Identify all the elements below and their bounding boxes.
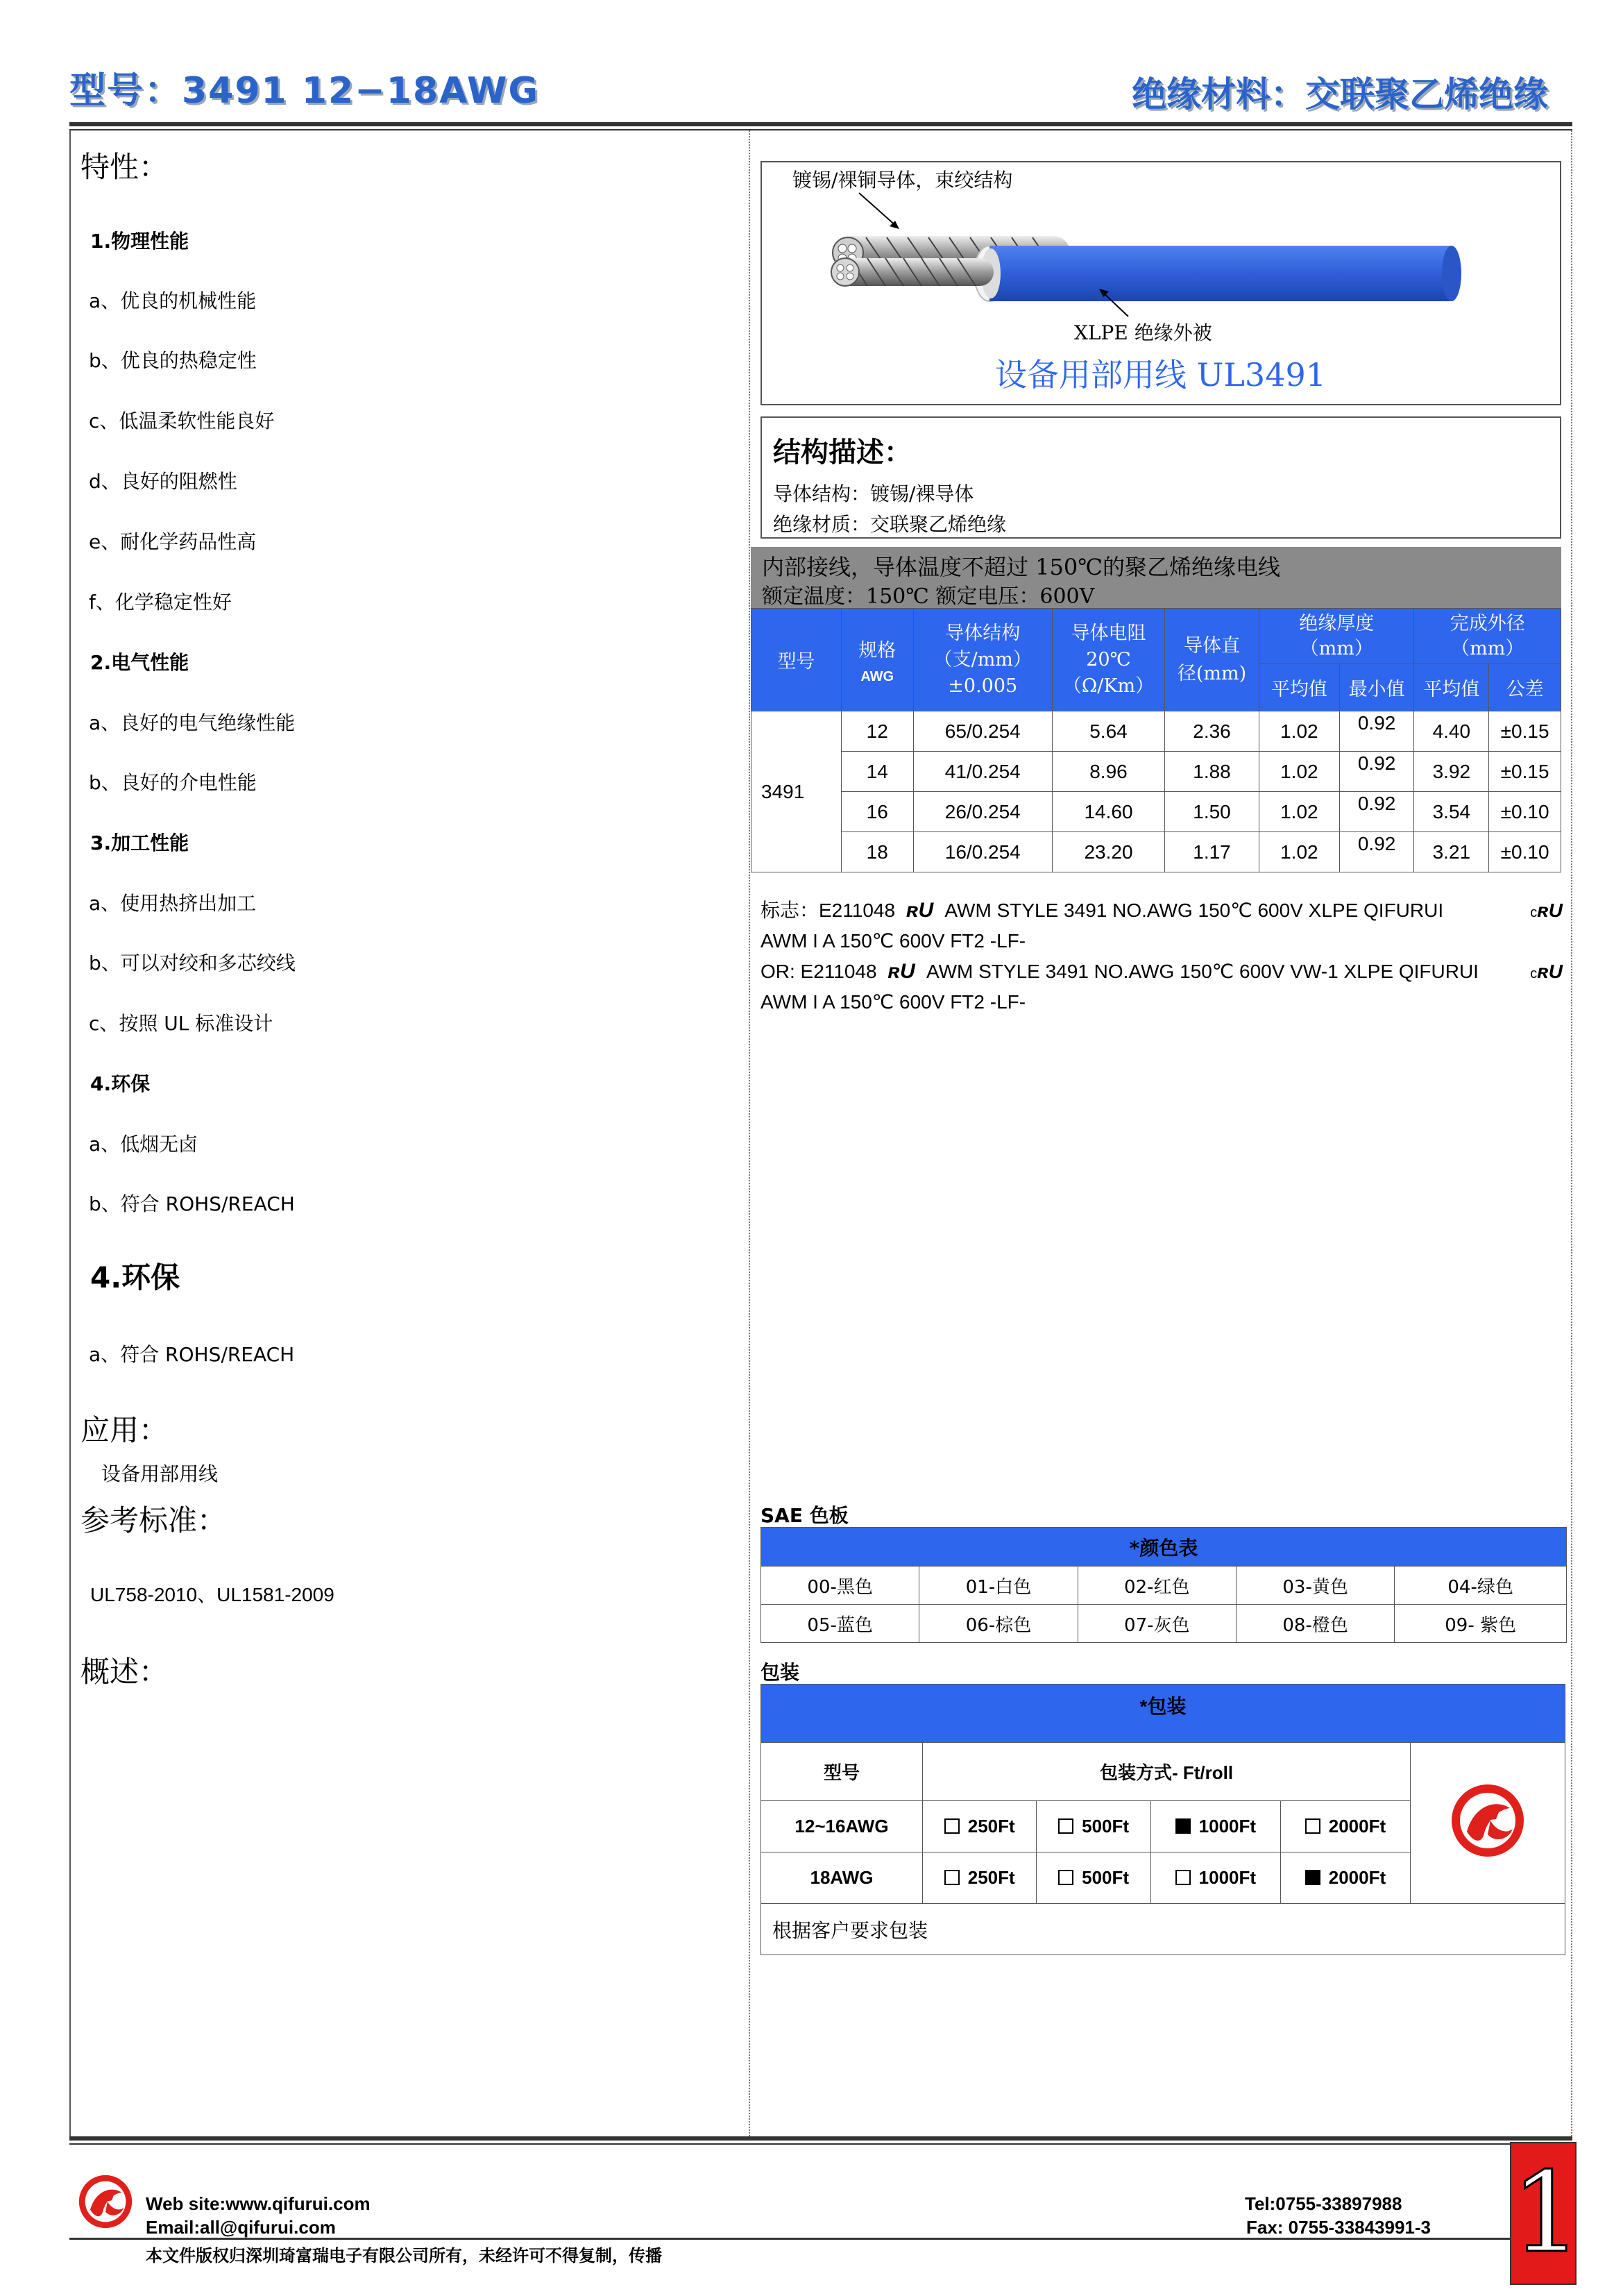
table-row <box>761 1605 1567 1643</box>
od-tol-header: 公差 <box>1489 664 1561 711</box>
color-cell: 06-棕色 <box>919 1605 1078 1643</box>
pack-model-cell: 12~16AWG <box>761 1801 923 1852</box>
conductor-header: 导体结构 <box>945 622 1021 644</box>
pack-option-label: 1000Ft <box>1198 1816 1257 1837</box>
ins-avg-header: 平均值 <box>1259 664 1339 711</box>
ins-avg-cell: 1.02 <box>1259 752 1339 792</box>
xlpe-jacket <box>989 246 1452 301</box>
feature-item: c、低温柔软性能良好 <box>89 410 275 432</box>
ins-min-cell: 0.92 <box>1339 792 1414 832</box>
ratings-line-1: 内部接线，导体温度不超过 150℃的聚乙烯绝缘电线 <box>762 554 1281 580</box>
awg-cell: 16 <box>841 792 913 832</box>
diagram-caption: 设备用部用线 UL3491 <box>995 356 1327 394</box>
footer-rule-thin <box>69 2143 1572 2145</box>
pack-option-label: 250Ft <box>967 1867 1015 1888</box>
col-resistance <box>1052 609 1164 711</box>
footer-website[interactable]: Web site:www.qifurui.com <box>146 2193 371 2214</box>
pack-option[interactable] <box>1280 1801 1410 1852</box>
pack-option[interactable] <box>923 1852 1037 1904</box>
frame-right <box>1571 130 1572 2136</box>
column-divider <box>749 130 750 2136</box>
page-number-box <box>1510 2142 1582 2285</box>
section-heading: 3.加工性能 <box>90 832 189 854</box>
color-cell: 08-橙色 <box>1236 1605 1394 1643</box>
resistance-temp: 20℃ <box>1086 648 1131 670</box>
page-number: 1 <box>1511 2147 1582 2277</box>
col-conductor <box>913 609 1052 711</box>
feature-item: a、使用热挤出加工 <box>89 892 257 915</box>
table-row <box>751 792 1561 832</box>
model-cell: 3491 <box>751 711 842 872</box>
color-cell: 04-绿色 <box>1395 1567 1567 1605</box>
od-header: 完成外径 <box>1450 612 1525 634</box>
company-logo-icon <box>1446 1779 1529 1862</box>
marking-text: AWM STYLE 3491 NO.AWG 150℃ 600V XLPE QIFURUI <box>944 900 1444 921</box>
feature-item: b、可以对绞和多芯绞线 <box>89 952 296 974</box>
gauge-label: 规格 <box>858 639 897 661</box>
footer-tel: Tel:0755-33897988 <box>1245 2193 1402 2214</box>
gauge-unit: AWG <box>860 668 894 684</box>
checkbox-icon <box>1058 1870 1073 1885</box>
header-rule-thin <box>69 129 1572 130</box>
ins-avg-cell: 1.02 <box>1259 832 1339 872</box>
color-cell: 02-红色 <box>1078 1567 1236 1605</box>
feature-item: b、良好的介电性能 <box>89 771 257 794</box>
od-cell: 4.40 <box>1414 711 1489 752</box>
color-cell: 00-黑色 <box>761 1567 919 1605</box>
resistance-header: 导体电阻 <box>1071 622 1146 644</box>
resistance-cell: 14.60 <box>1052 792 1164 832</box>
diameter-header: 导体直 <box>1184 634 1240 657</box>
checkbox-icon <box>1058 1818 1073 1834</box>
color-cell: 01-白色 <box>919 1567 1078 1605</box>
color-table-header: *颜色表 <box>761 1528 1567 1567</box>
col-model: 型号 <box>751 609 842 711</box>
feature-item: a、优良的机械性能 <box>89 289 257 312</box>
overview-title: 概述： <box>80 1655 169 1689</box>
cul-mark-icon: cʀU <box>1530 900 1563 921</box>
marking-text: AWM STYLE 3491 NO.AWG 150℃ 600V VW-1 XLPE QIFURUI <box>926 961 1479 982</box>
color-cell: 05-蓝色 <box>761 1605 919 1643</box>
pack-option[interactable] <box>1037 1852 1150 1904</box>
insulation-material-title: 绝缘材料：交联聚乙烯绝缘 <box>1132 74 1548 115</box>
marking-line: AWM I A 150℃ 600V FT2 -LF- <box>760 930 1026 952</box>
marking-line <box>760 956 1565 987</box>
section-heading: 4.环保 <box>90 1072 151 1095</box>
diameter-cell: 1.50 <box>1165 792 1259 832</box>
pack-option[interactable] <box>1037 1801 1150 1852</box>
diameter-cell: 2.36 <box>1165 711 1259 752</box>
packaging-table <box>760 1684 1565 1955</box>
color-cell: 07-灰色 <box>1078 1605 1236 1643</box>
spec-table <box>751 608 1561 872</box>
pack-model-header: 型号 <box>761 1743 923 1801</box>
table-row <box>761 1567 1567 1605</box>
table-row <box>751 711 1561 752</box>
cul-prefix: c <box>1530 905 1538 920</box>
feature-item: b、符合 ROHS/REACH <box>89 1192 295 1215</box>
strand-cell: 16/0.254 <box>913 832 1052 872</box>
feature-item: a、符合 ROHS/REACH <box>89 1343 295 1366</box>
ins-min-cell: 0.92 <box>1339 752 1414 792</box>
insulation-header: 绝缘厚度 <box>1299 612 1375 634</box>
checkbox-icon <box>1305 1818 1320 1834</box>
feature-item: c、按照 UL 标准设计 <box>89 1012 273 1035</box>
packaging-note: 根据客户要求包装 <box>761 1904 1565 1955</box>
sae-title: SAE 色板 <box>760 1504 849 1527</box>
pack-model-cell: 18AWG <box>761 1852 923 1904</box>
resistance-cell: 5.64 <box>1052 711 1164 752</box>
feature-item: a、低烟无卤 <box>89 1133 198 1156</box>
copyright-notice: 本文件版权归深圳琦富瑞电子有限公司所有，未经许可不得复制，传播 <box>146 2246 662 2265</box>
ins-min-header: 最小值 <box>1339 664 1414 711</box>
ins-avg-cell: 1.02 <box>1259 711 1339 752</box>
footer-fax: Fax: 0755-33843991-3 <box>1246 2217 1431 2238</box>
ins-min-cell: 0.92 <box>1339 832 1414 872</box>
structure-title: 结构描述： <box>773 437 912 469</box>
ul-mark-icon: ʀU <box>887 960 915 983</box>
pack-option[interactable] <box>1280 1852 1410 1904</box>
ins-avg-cell: 1.02 <box>1259 792 1339 832</box>
conductor-structure: 导体结构：镀锡/裸导体 <box>773 482 974 505</box>
pack-option[interactable] <box>1150 1852 1280 1904</box>
footer-logo-icon <box>75 2171 136 2232</box>
pack-option[interactable] <box>1150 1801 1280 1852</box>
checkbox-checked-icon <box>1175 1818 1191 1834</box>
feature-item: b、优良的热稳定性 <box>89 349 257 372</box>
marking-line <box>760 895 1565 926</box>
header-rule <box>69 122 1572 126</box>
insulation-unit: （mm） <box>1300 637 1373 659</box>
strand-cell: 65/0.254 <box>913 711 1052 752</box>
packaging-title: 包装 <box>760 1661 800 1684</box>
pack-option-label: 2000Ft <box>1328 1816 1386 1837</box>
ul-mark-icon: ʀU <box>906 899 934 922</box>
packaging-header: *包装 <box>761 1685 1565 1743</box>
diameter-cell: 1.17 <box>1165 832 1259 872</box>
insulation-material: 绝缘材质：交联聚乙烯绝缘 <box>773 513 1007 536</box>
od-avg-header: 平均值 <box>1414 664 1489 711</box>
conductor-tolerance: ±0.005 <box>948 675 1018 697</box>
color-cell: 09- 紫色 <box>1395 1605 1567 1643</box>
pack-option-label: 2000Ft <box>1328 1867 1386 1888</box>
col-outer-diameter <box>1414 609 1561 664</box>
application-text: 设备用部用线 <box>101 1462 219 1485</box>
environment-heading: 4.环保 <box>90 1260 180 1294</box>
od-cell: 3.21 <box>1414 832 1489 872</box>
cul-mark-icon: cʀU <box>1530 961 1563 982</box>
feature-item: a、良好的电气绝缘性能 <box>89 711 296 734</box>
features-title: 特性： <box>80 150 169 184</box>
tol-cell: ±0.15 <box>1489 752 1561 792</box>
awg-cell: 14 <box>841 752 913 792</box>
table-row <box>751 752 1561 792</box>
resistance-cell: 8.96 <box>1052 752 1164 792</box>
feature-item: d、良好的阻燃性 <box>89 470 237 493</box>
pack-option-label: 1000Ft <box>1198 1867 1257 1888</box>
checkbox-checked-icon <box>1305 1870 1320 1885</box>
footer-email[interactable]: Email:all@qifurui.com <box>146 2217 336 2238</box>
checkbox-icon <box>1175 1870 1191 1885</box>
application-title: 应用： <box>80 1413 169 1447</box>
model-title: 型号：3491 12−18AWG <box>69 70 540 112</box>
conductor-label: 镀锡/裸铜导体，束绞结构 <box>792 169 1013 192</box>
col-insulation <box>1259 609 1414 664</box>
marking-label: OR: E211048 <box>760 961 877 982</box>
ratings-band <box>751 547 1561 608</box>
pack-option-label: 250Ft <box>967 1816 1015 1837</box>
od-cell: 3.92 <box>1414 752 1489 792</box>
strand-cell: 26/0.254 <box>913 792 1052 832</box>
marking-line: AWM I A 150℃ 600V FT2 -LF- <box>760 991 1026 1013</box>
pack-option-label: 500Ft <box>1082 1816 1130 1837</box>
resistance-unit: （Ω/Km） <box>1062 675 1155 697</box>
color-table <box>760 1527 1567 1643</box>
od-unit: （mm） <box>1451 637 1524 659</box>
conductor-arrow <box>859 193 897 226</box>
cul-prefix: c <box>1530 966 1538 981</box>
col-gauge <box>841 609 913 711</box>
ratings-line-2: 额定温度：150℃ 额定电压：600V <box>762 584 1095 609</box>
od-cell: 3.54 <box>1414 792 1489 832</box>
frame-left <box>69 130 71 2136</box>
checkbox-icon <box>944 1870 960 1885</box>
col-diameter <box>1165 609 1259 711</box>
cable-diagram-box <box>760 161 1561 405</box>
strand-cell: 41/0.254 <box>913 752 1052 792</box>
tol-cell: ±0.10 <box>1489 792 1561 832</box>
company-logo-cell <box>1411 1743 1565 1904</box>
marking-label: 标志：E211048 <box>760 900 896 921</box>
marking-block <box>760 895 1565 1018</box>
awg-cell: 12 <box>841 711 913 752</box>
checkbox-icon <box>944 1818 960 1834</box>
diameter-cell: 1.88 <box>1165 752 1259 792</box>
ins-min-cell: 0.92 <box>1339 711 1414 752</box>
conductor-unit: （支/mm） <box>933 648 1032 670</box>
feature-item: e、耐化学药品性高 <box>89 530 257 553</box>
pack-method-header: 包装方式- Ft/roll <box>923 1743 1411 1801</box>
awg-cell: 18 <box>841 832 913 872</box>
tol-cell: ±0.10 <box>1489 832 1561 872</box>
diameter-unit: 径(mm) <box>1177 662 1247 684</box>
standards-title: 参考标准： <box>80 1503 227 1537</box>
section-heading: 1.物理性能 <box>90 230 189 253</box>
pack-option-label: 500Ft <box>1082 1867 1130 1888</box>
resistance-cell: 23.20 <box>1052 832 1164 872</box>
footer-rule <box>69 2136 1572 2141</box>
table-row <box>751 832 1561 872</box>
pack-option[interactable] <box>923 1801 1037 1852</box>
tol-cell: ±0.15 <box>1489 711 1561 752</box>
section-heading: 2.电气性能 <box>90 651 189 674</box>
structure-box <box>760 416 1561 539</box>
standards-text: UL758-2010、UL1581-2009 <box>90 1584 334 1605</box>
color-cell: 03-黄色 <box>1236 1567 1394 1605</box>
jacket-label: XLPE 绝缘外被 <box>1074 321 1212 344</box>
feature-item: f、化学稳定性好 <box>89 591 232 614</box>
